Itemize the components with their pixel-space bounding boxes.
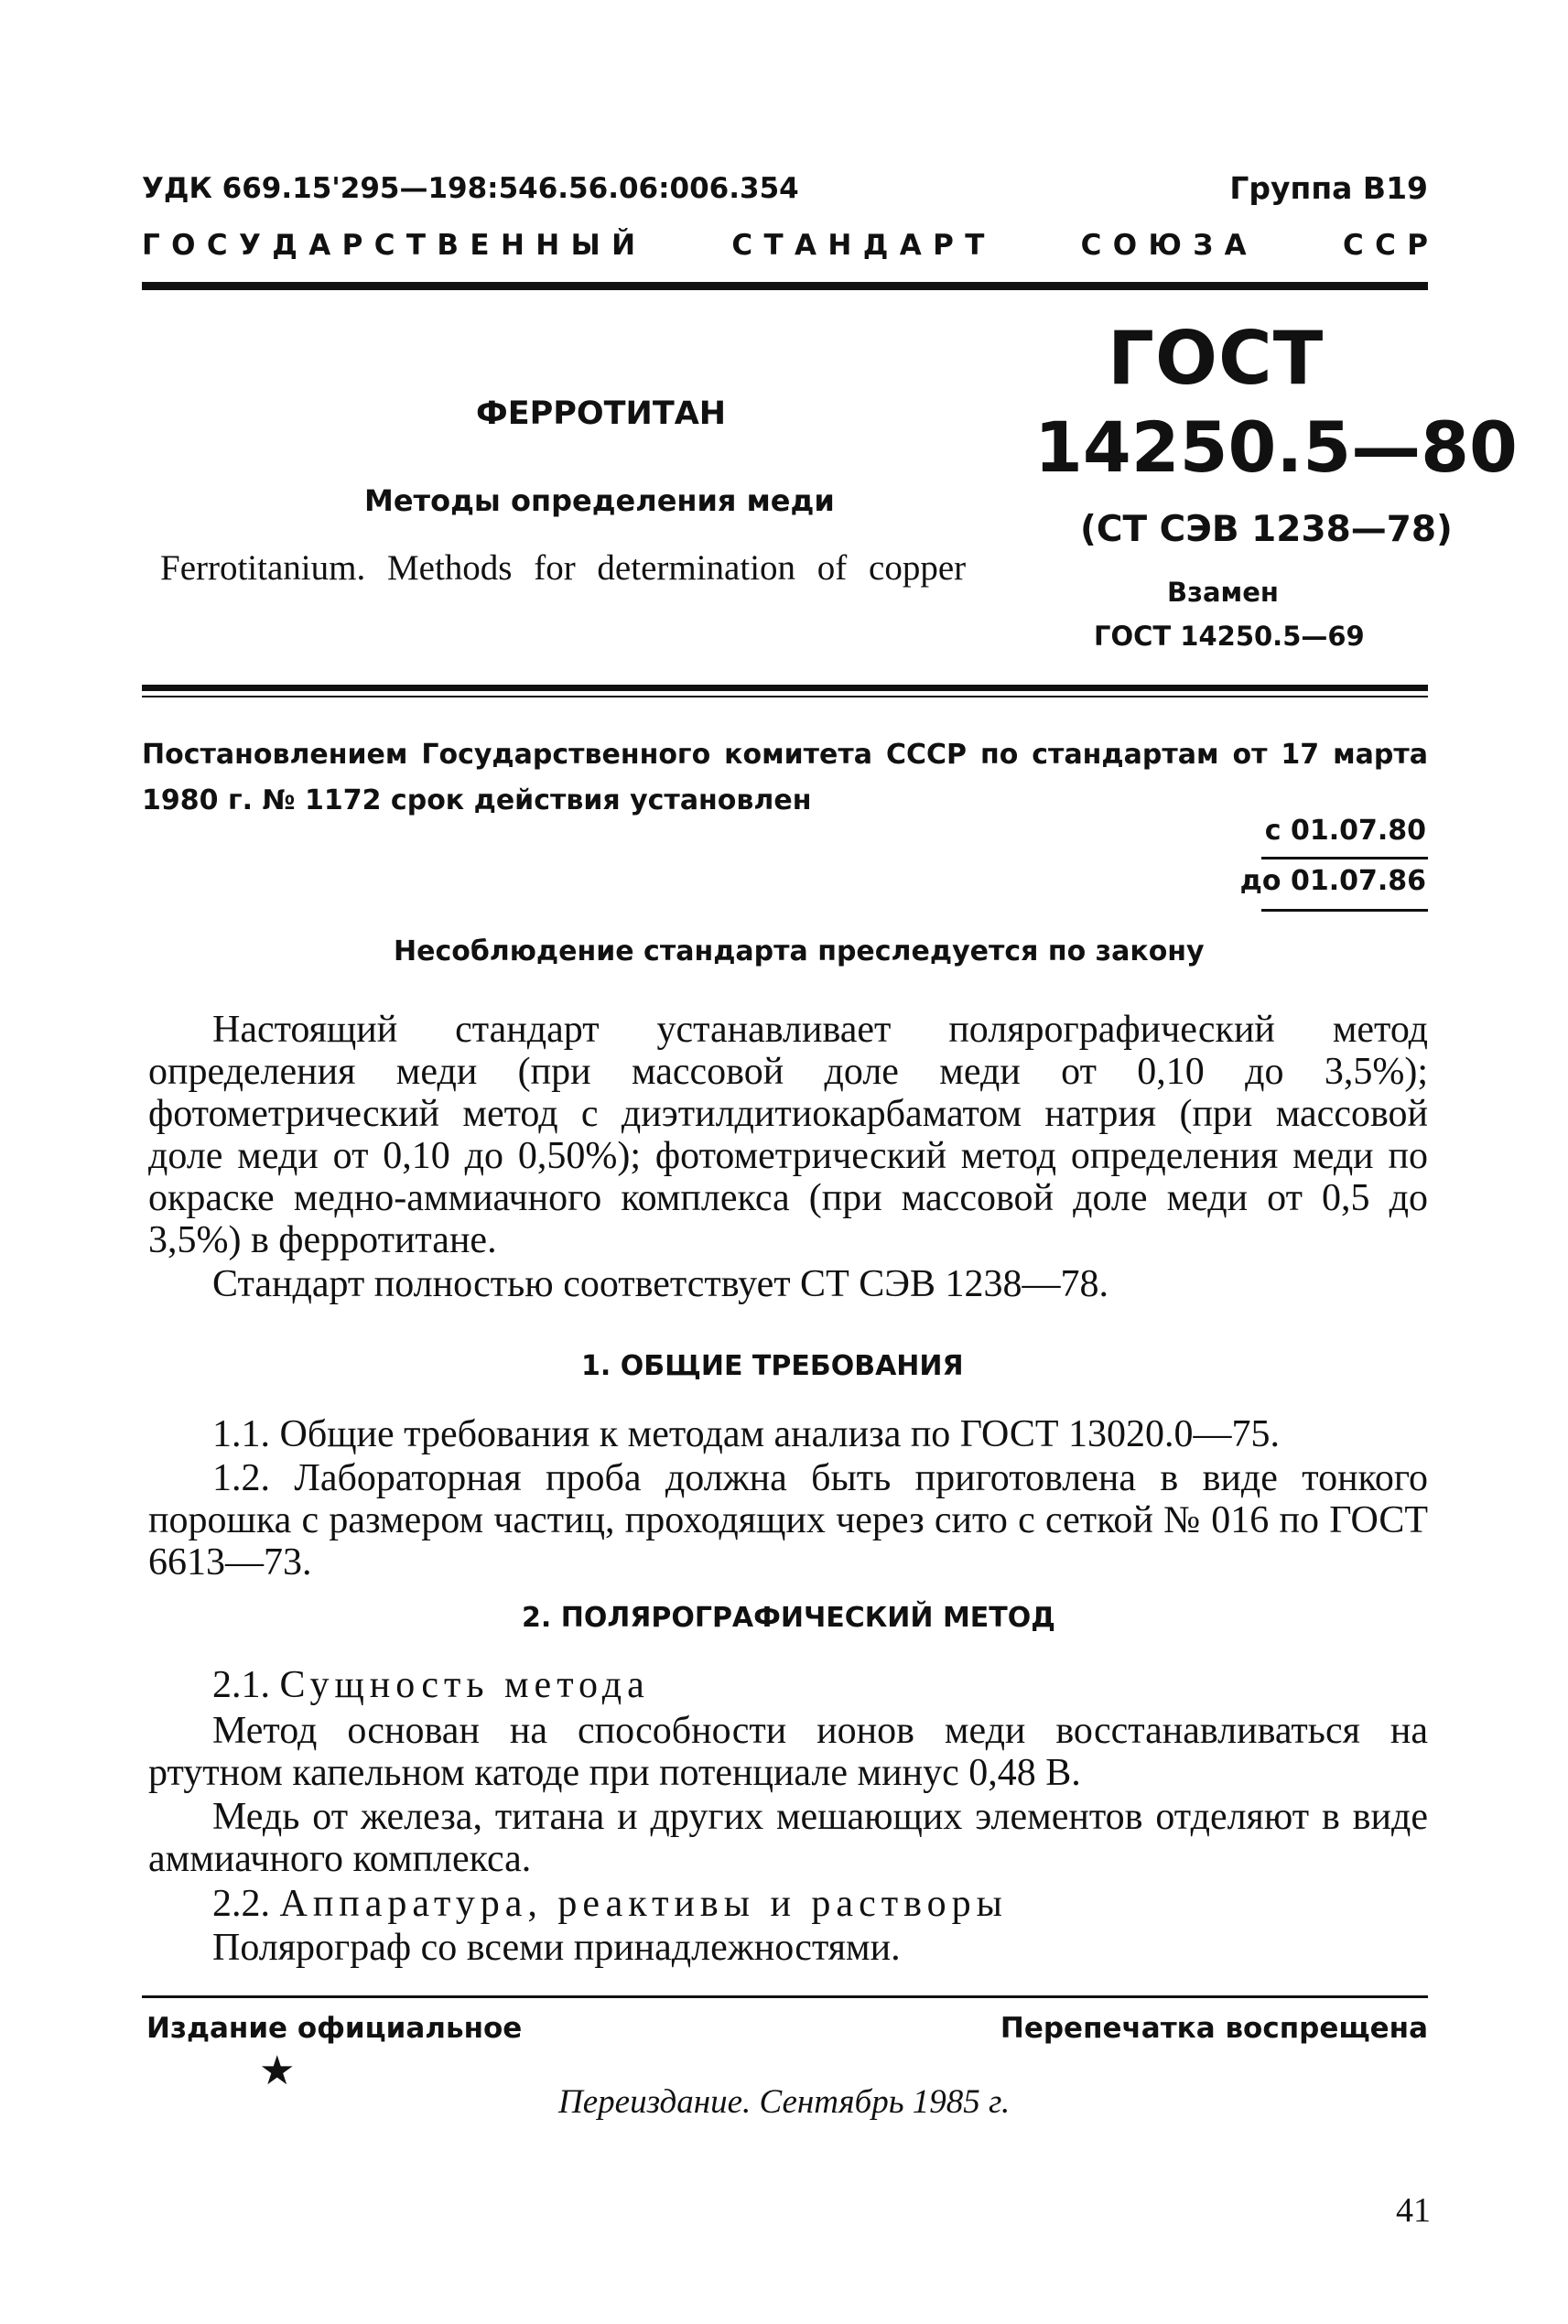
section-paragraph: 1.2. Лабораторная проба должна быть приготовлена в виде тонкого порошка с размером частиц, проходящих через сито с сеткой № 016 по ГОСТ 6613—73. (148, 1457, 1428, 1584)
reissue-note: Переиздание. Сентябрь 1985 г. (558, 2083, 1011, 2121)
state-header-word: С Т А Н Д А Р Т (731, 229, 985, 262)
state-header-word: С О Ю З А (1080, 229, 1247, 262)
state-standard-header (142, 229, 1428, 262)
gost-label: ГОСТ (1108, 316, 1325, 401)
document-title: ФЕРРОТИТАН (476, 395, 727, 432)
violation-notice: Несоблюдение стандарта преследуется по закону (394, 935, 1205, 967)
reprint-prohibited-label: Перепечатка воспрещена (1000, 2012, 1428, 2045)
subsection-title: Аппаратура, реактивы и растворы (279, 1883, 1008, 1925)
section-paragraph: Полярограф со всеми принадлежностями. (212, 1927, 901, 1969)
intro-paragraph: Настоящий стандарт устанавливает полярографический метод определения меди (при массовой доле меди от 0,10 до 3,5%); фотометрический метод с диэтилдитиокарбаматом натрия (при массовой доле меди от 0,10 до 0,50%); фотометрический метод определения меди по окраске медно-аммиачного комплекса (при массовой доле меди от 0,5 до 3,5%) в ферротитане. (148, 1009, 1428, 1261)
section-paragraph: 1.1. Общие требования к методам анализа по ГОСТ 13020.0—75. (212, 1413, 1281, 1455)
subsection-number: 2.1. (212, 1664, 270, 1706)
validity-rule (1261, 909, 1428, 912)
state-header-word: С С Р (1342, 229, 1428, 262)
valid-from-date: с 01.07.80 (1264, 815, 1426, 847)
subsection-number: 2.2. (212, 1883, 270, 1925)
subsection-heading (148, 1883, 1428, 1925)
validity-rule (1261, 857, 1428, 859)
replaced-standard: ГОСТ 14250.5—69 (1094, 621, 1365, 652)
page-number: 41 (1396, 2191, 1431, 2230)
intro-paragraph: Стандарт полностью соответствует СТ СЭВ 1238—78. (212, 1263, 1108, 1305)
star-icon: ★ (259, 2048, 296, 2093)
state-header-word: Г О С У Д А Р С Т В Е Н Н Ы Й (142, 229, 636, 262)
valid-to-date: до 01.07.86 (1239, 865, 1426, 897)
document-title-english: Ferrotitanium. Methods for determination of copper (160, 548, 967, 588)
group-code: Группа В19 (1229, 170, 1428, 206)
section-title: 1. ОБЩИЕ ТРЕБОВАНИЯ (581, 1350, 964, 1382)
subsection-title: Сущность метода (279, 1664, 650, 1706)
section-title: 2. ПОЛЯРОГРАФИЧЕСКИЙ МЕТОД (522, 1602, 1055, 1634)
udk-code: УДК 669.15'295—198:546.56.06:006.354 (142, 172, 799, 205)
gost-number: 14250.5—80 (1034, 406, 1518, 488)
title-bottom-rule-thin (142, 696, 1428, 697)
section-paragraph: Метод основан на способности ионов меди восстанавливаться на ртутном капельном катоде при потенциале минус 0,48 В. (148, 1710, 1428, 1794)
title-bottom-rule (142, 685, 1428, 691)
subsection-heading (148, 1664, 1428, 1706)
official-edition-label: Издание официальное (146, 2012, 523, 2045)
footer-rule (142, 1995, 1428, 1998)
section-paragraph: Медь от железа, титана и других мешающих элементов отделяют в виде аммиачного комплекса. (148, 1796, 1428, 1880)
st-sev-reference: (СТ СЭВ 1238—78) (1080, 509, 1453, 550)
header-thick-rule (142, 282, 1428, 290)
replaces-label: Взамен (1167, 577, 1279, 608)
document-subtitle: Методы определения меди (364, 483, 835, 518)
decree-text: Постановлением Государственного комитета СССР по стандартам от 17 марта 1980 г. № 1172 срок действия установлен (142, 739, 1428, 816)
